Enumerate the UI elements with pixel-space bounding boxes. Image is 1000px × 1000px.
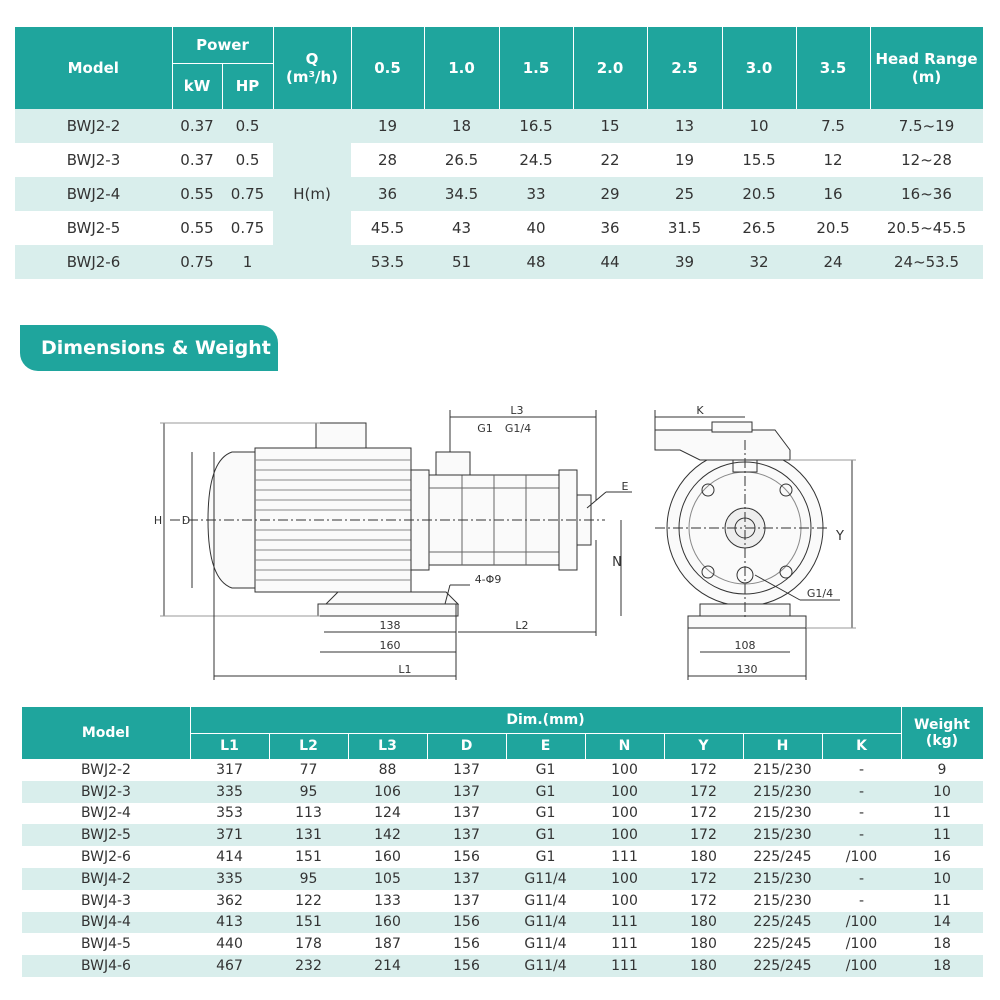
dim-cell: 100: [611, 761, 638, 778]
model-cell: BWJ4-4: [22, 912, 190, 934]
dim-cell: 335: [190, 781, 269, 803]
head-cell: 7.5: [796, 109, 870, 143]
model-cell: BWJ4-2: [22, 868, 190, 890]
head-cell: 40: [526, 219, 546, 237]
dim-cell: -: [858, 892, 865, 909]
dim-cell: 467: [190, 955, 269, 977]
dim-cell: 77: [299, 761, 318, 778]
model-cell: BWJ2-5: [22, 824, 190, 846]
dim-cell: 371: [190, 824, 269, 846]
dim-cell: 95: [269, 781, 348, 803]
weight-cell: 9: [937, 761, 947, 778]
dim-cell: 142: [348, 824, 427, 846]
head-cell: 51: [424, 245, 499, 279]
head-cell: 10: [722, 109, 796, 143]
dim-cell: 214: [348, 955, 427, 977]
dim-cell: G1: [506, 824, 585, 846]
section-title: Dimensions & Weight: [20, 325, 278, 371]
kw-header: kW: [172, 63, 222, 109]
model-cell: BWJ2-6: [81, 849, 131, 866]
dim-cell: 225/245: [743, 912, 822, 934]
head-cell: 26.5: [444, 151, 479, 169]
dim-cell: -: [858, 805, 865, 822]
dim-cell: 215/230: [753, 805, 812, 822]
dim-cell: G11/4: [524, 936, 567, 953]
head-cell: 36: [351, 177, 424, 211]
weight-cell: 10: [901, 868, 983, 890]
table-row: [15, 177, 983, 211]
head-cell: 15: [573, 109, 647, 143]
weight-cell: 11: [933, 892, 951, 909]
dim-cell: 180: [690, 849, 717, 866]
q-header: Q (m³/h): [273, 27, 351, 109]
weight-cell: 14: [901, 912, 983, 934]
kw-cell: 0.55: [172, 177, 222, 211]
dim-cell: /100: [845, 936, 878, 953]
weight-cell: 16: [933, 849, 951, 866]
model-cell: BWJ2-6: [15, 245, 172, 279]
dim-label-L3: L3: [510, 404, 524, 417]
dim-label-130: 130: [736, 663, 758, 676]
dim-cell: 137: [453, 892, 480, 909]
dim-label-L2: L2: [515, 619, 529, 632]
head-cell: 25: [647, 177, 722, 211]
head-cell: 20.5: [722, 177, 796, 211]
pump-dimension-drawing: [0, 390, 1000, 690]
dim-cell: 180: [690, 936, 717, 953]
dim-cell: 172: [664, 868, 743, 890]
dim-cell: 160: [348, 912, 427, 934]
dim-cell: 137: [427, 781, 506, 803]
flow-1.5: 1.5: [499, 27, 573, 109]
hp-cell: 0.75: [230, 219, 265, 237]
dim-cell: 122: [295, 892, 322, 909]
col-Y: Y: [664, 733, 743, 759]
dim-cell: 156: [427, 955, 506, 977]
weight-cell: 11: [901, 824, 983, 846]
head-cell: 18: [424, 109, 499, 143]
dim-cell: 137: [427, 868, 506, 890]
dim-label-N: N: [612, 555, 622, 570]
weight-header: Weight (kg): [901, 707, 983, 759]
head-cell: 19: [351, 109, 424, 143]
col-L1: L1: [190, 733, 269, 759]
dim-cell: 232: [269, 955, 348, 977]
dim-cell: 225/245: [743, 955, 822, 977]
model-cell: BWJ4-6: [22, 955, 190, 977]
dim-cell: 133: [374, 892, 401, 909]
head-cell: 36: [600, 219, 620, 237]
model-cell: BWJ2-3: [66, 151, 121, 169]
head-cell: 31.5: [667, 219, 702, 237]
table-row: [22, 803, 983, 825]
dim-cell: 111: [585, 955, 664, 977]
dim-label-Y: Y: [836, 529, 844, 544]
flow-3.0: 3.0: [722, 27, 796, 109]
dim-cell: -: [858, 761, 865, 778]
dim-cell: -: [822, 868, 901, 890]
table-row: [22, 759, 983, 781]
front-view: [655, 410, 856, 680]
head-cell: 48: [499, 245, 573, 279]
range-cell: 20.5~45.5: [886, 219, 967, 237]
range-cell: 12~28: [901, 151, 952, 169]
table-row: [22, 933, 983, 955]
dim-cell: 362: [216, 892, 243, 909]
model-cell: BWJ2-4: [81, 805, 131, 822]
head-cell: 29: [573, 177, 647, 211]
dim-cell: 172: [690, 892, 717, 909]
head-cell: 32: [722, 245, 796, 279]
dim-cell: 353: [216, 805, 243, 822]
dim-label-D: D: [181, 514, 191, 527]
flow-3.5: 3.5: [796, 27, 870, 109]
dim-cell: 414: [216, 849, 243, 866]
dim-cell: 137: [453, 805, 480, 822]
dim-cell: 172: [690, 761, 717, 778]
dim-cell: G1: [535, 761, 556, 778]
model-cell: BWJ2-2: [15, 109, 172, 143]
table-row: [22, 912, 983, 934]
power-header: Power: [172, 27, 273, 63]
dim-cell: 100: [585, 781, 664, 803]
dim-cell: G1: [535, 805, 556, 822]
range-cell: 24~53.5: [870, 245, 983, 279]
dim-cell: 215/230: [743, 781, 822, 803]
dim-cell: 88: [378, 761, 397, 778]
dimensions-table: [22, 707, 984, 977]
dim-cell: G11/4: [506, 955, 585, 977]
dim-label-K: K: [696, 404, 704, 417]
dim-cell: G1: [535, 849, 556, 866]
head-cell: 43: [451, 219, 472, 237]
hp-cell: 1: [222, 245, 273, 279]
head-cell: 39: [647, 245, 722, 279]
dim-cell: /100: [845, 849, 878, 866]
kw-cell: 0.55: [180, 219, 214, 237]
dim-label-E: E: [621, 480, 629, 493]
dim-cell: 225/245: [753, 849, 812, 866]
model-cell: BWJ2-4: [15, 177, 172, 211]
col-D: D: [427, 733, 506, 759]
hp-cell: 0.5: [222, 109, 273, 143]
dim-cell: /100: [822, 955, 901, 977]
model-header: Model: [15, 27, 172, 109]
dim-header: Dim.(mm): [190, 707, 901, 733]
col-L2: L2: [269, 733, 348, 759]
head-cell: 22: [600, 151, 620, 169]
head-cell: 19: [674, 151, 695, 169]
flow-2.5: 2.5: [647, 27, 722, 109]
table-row: [15, 245, 983, 279]
dim-cell: /100: [822, 912, 901, 934]
col-E: E: [506, 733, 585, 759]
head-cell: 16.5: [499, 109, 573, 143]
dim-cell: 178: [295, 936, 322, 953]
model-cell: BWJ2-2: [81, 761, 131, 778]
table-row: [22, 868, 983, 890]
dim-cell: 187: [374, 936, 401, 953]
dim-cell: 100: [611, 805, 638, 822]
head-cell: 24: [796, 245, 870, 279]
dim-label-G14-front: G1/4: [806, 587, 834, 600]
table-row: [22, 955, 983, 977]
dim-label-H: H: [153, 514, 163, 527]
dim-cell: 100: [585, 824, 664, 846]
head-cell: 44: [573, 245, 647, 279]
dim-cell: 225/245: [753, 936, 812, 953]
head-range-header: Head Range (m): [870, 27, 983, 109]
dim-cell: 180: [664, 955, 743, 977]
dim-cell: 113: [295, 805, 322, 822]
hp-cell: 0.5: [235, 151, 260, 169]
col-H: H: [743, 733, 822, 759]
flow-2.0: 2.0: [573, 27, 647, 109]
kw-cell: 0.37: [172, 109, 222, 143]
flow-1.0: 1.0: [424, 27, 499, 109]
dim-cell: 160: [374, 849, 401, 866]
dim-cell: 95: [269, 868, 348, 890]
dim-cell: 172: [690, 805, 717, 822]
dim-cell: -: [822, 824, 901, 846]
table-row: [15, 109, 983, 143]
kw-cell: 0.37: [180, 151, 214, 169]
flow-0.5: 0.5: [351, 27, 424, 109]
model-cell: BWJ4-3: [81, 892, 131, 909]
dim-cell: 413: [190, 912, 269, 934]
dim-cell: 100: [611, 892, 638, 909]
performance-table: [15, 27, 984, 279]
col-N: N: [585, 733, 664, 759]
dim-cell: 440: [216, 936, 243, 953]
model-cell: BWJ2-3: [22, 781, 190, 803]
dim-cell: 156: [453, 849, 480, 866]
dim-cell: 215/230: [743, 868, 822, 890]
dims-model-header: Model: [22, 707, 190, 759]
dim-cell: 106: [348, 781, 427, 803]
head-cell: 13: [647, 109, 722, 143]
head-cell: 33: [499, 177, 573, 211]
dim-cell: G1: [506, 781, 585, 803]
dim-cell: 215/230: [753, 892, 812, 909]
dim-label-160: 160: [379, 639, 401, 652]
dim-cell: 131: [269, 824, 348, 846]
range-cell: 7.5~19: [870, 109, 983, 143]
head-cell: 34.5: [424, 177, 499, 211]
dim-label-108: 108: [734, 639, 756, 652]
head-cell: 24.5: [519, 151, 553, 169]
dim-cell: 172: [664, 824, 743, 846]
table-row: [15, 143, 983, 177]
dim-cell: 124: [374, 805, 401, 822]
dim-cell: 172: [664, 781, 743, 803]
table-row: [22, 890, 983, 912]
dim-cell: 100: [585, 868, 664, 890]
model-cell: BWJ4-5: [81, 936, 131, 953]
dim-cell: 137: [453, 761, 480, 778]
table-row: [22, 781, 983, 803]
dim-label-G14-side: G1/4: [504, 422, 532, 435]
dim-cell: 111: [611, 849, 638, 866]
head-cell: 53.5: [351, 245, 424, 279]
table-row: [22, 824, 983, 846]
weight-cell: 18: [933, 936, 951, 953]
dim-cell: 215/230: [753, 761, 812, 778]
dim-cell: 317: [216, 761, 243, 778]
dim-cell: G11/4: [506, 912, 585, 934]
head-cell: 15.5: [742, 151, 776, 169]
dim-cell: 156: [427, 912, 506, 934]
dim-label-G1: G1: [477, 422, 493, 435]
dim-cell: 335: [190, 868, 269, 890]
hp-cell: 0.75: [222, 177, 273, 211]
dim-cell: -: [822, 781, 901, 803]
dim-cell: 111: [585, 912, 664, 934]
dim-cell: G11/4: [506, 868, 585, 890]
model-cell: BWJ2-5: [66, 219, 121, 237]
head-cell: 20.5: [816, 219, 850, 237]
weight-cell: 11: [933, 805, 951, 822]
dim-cell: 180: [664, 912, 743, 934]
dim-cell: 215/230: [743, 824, 822, 846]
hp-header: HP: [222, 63, 273, 109]
dim-cell: 156: [453, 936, 480, 953]
dim-cell: 151: [295, 849, 322, 866]
dim-cell: G11/4: [524, 892, 567, 909]
table-row: [22, 846, 983, 868]
kw-cell: 0.75: [172, 245, 222, 279]
dim-label-138: 138: [379, 619, 401, 632]
head-cell: 28: [377, 151, 398, 169]
head-cell: 12: [823, 151, 843, 169]
col-L3: L3: [348, 733, 427, 759]
col-K: K: [822, 733, 901, 759]
head-cell: 45.5: [370, 219, 405, 237]
h-label: H(m): [273, 109, 351, 279]
table-row: [15, 211, 983, 245]
dim-cell: 151: [269, 912, 348, 934]
dim-cell: 111: [611, 936, 638, 953]
head-cell: 26.5: [742, 219, 776, 237]
range-cell: 16~36: [870, 177, 983, 211]
dim-cell: 105: [348, 868, 427, 890]
weight-cell: 18: [901, 955, 983, 977]
weight-cell: 10: [901, 781, 983, 803]
head-cell: 16: [796, 177, 870, 211]
dim-label-holes: 4-Φ9: [474, 573, 502, 586]
dim-cell: 137: [427, 824, 506, 846]
dim-label-L1: L1: [398, 663, 412, 676]
